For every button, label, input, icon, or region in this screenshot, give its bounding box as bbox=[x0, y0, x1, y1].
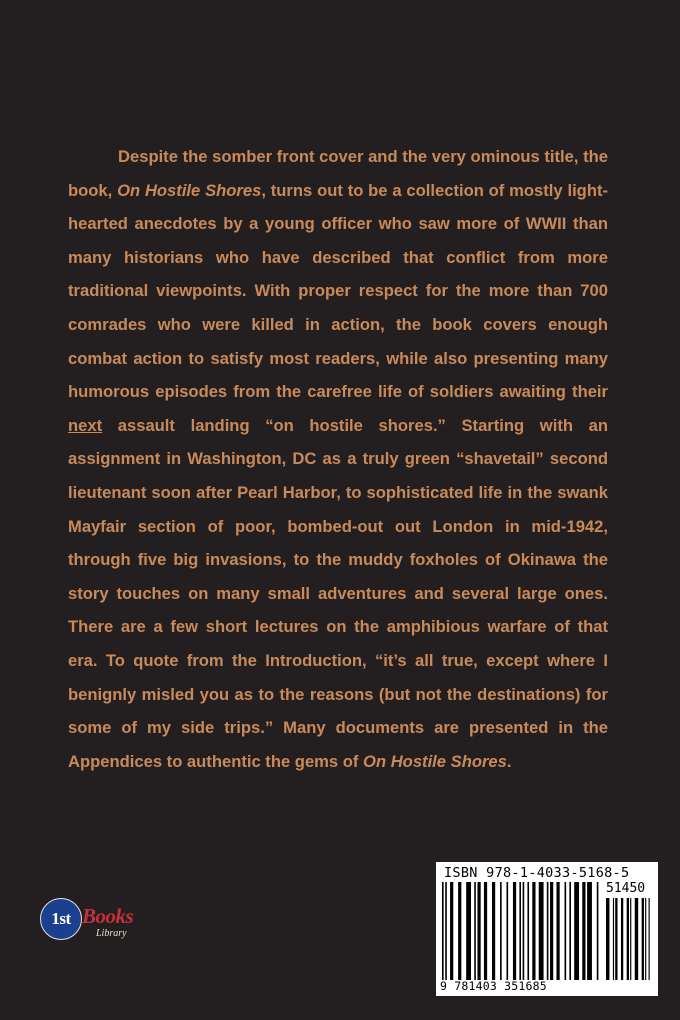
barcode-stripe bbox=[642, 898, 644, 980]
barcode-stripe bbox=[649, 898, 650, 980]
publisher-logo bbox=[38, 896, 148, 944]
barcode-stripe bbox=[523, 882, 525, 980]
barcode-stripe bbox=[613, 898, 614, 980]
barcode-stripe bbox=[597, 882, 599, 980]
barcode-stripe bbox=[621, 898, 623, 980]
logo-circle-badge: 1st bbox=[40, 898, 82, 940]
barcode-stripe bbox=[484, 882, 487, 980]
barcode-stripe bbox=[492, 882, 495, 980]
isbn-barcode-block bbox=[436, 862, 658, 996]
barcode-stripe bbox=[635, 898, 638, 980]
logo-subtitle: Library bbox=[96, 928, 127, 939]
barcode-stripe bbox=[587, 882, 592, 980]
barcode-stripe bbox=[627, 898, 629, 980]
barcode-stripe bbox=[445, 882, 447, 980]
barcode-stripe bbox=[556, 882, 559, 980]
ean-number: 9 781403 351685 bbox=[440, 979, 547, 993]
barcode-stripe bbox=[527, 882, 529, 980]
barcode-stripe bbox=[574, 882, 579, 980]
barcode-stripe bbox=[474, 882, 476, 980]
book-title-italic-end: On Hostile Shores bbox=[363, 751, 507, 771]
blurb-text-2: , turns out to be a collection of mostly light-hearted anecdotes by a young officer who saw more of WWII than many historians who have described that conflict from more traditional viewpoints. With proper respect for the more than 700 comrades who were killed in action, the book covers enough combat action to satisfy most readers, while also presenting many humorous episodes from the carefree life of soldiers awaiting their bbox=[68, 180, 609, 402]
blurb-text-1: Despite the somber front cover and the very ominous title, the book, bbox=[68, 147, 608, 200]
barcode-stripe bbox=[615, 898, 617, 980]
blurb-text-4: . bbox=[506, 751, 512, 771]
barcode-stripe bbox=[606, 898, 609, 980]
isbn-label: ISBN 978-1-4033-5168-5 bbox=[444, 865, 630, 881]
barcode-stripe bbox=[466, 882, 471, 980]
logo-wordmark: Books bbox=[82, 904, 134, 928]
barcode-stripe bbox=[550, 882, 553, 980]
barcode-stripe bbox=[630, 898, 631, 980]
barcode-stripe bbox=[539, 882, 544, 980]
barcode-stripe bbox=[506, 882, 508, 980]
back-cover-blurb bbox=[68, 140, 608, 778]
barcode-stripe bbox=[450, 882, 453, 980]
price-code: 51450 bbox=[606, 881, 646, 896]
barcode-stripe bbox=[569, 882, 571, 980]
barcode-stripe bbox=[565, 882, 567, 980]
underlined-next: next bbox=[68, 415, 103, 435]
price-barcode-bars bbox=[606, 898, 652, 980]
book-title-italic: On Hostile Shores bbox=[117, 180, 262, 200]
barcode-stripe bbox=[645, 898, 646, 980]
barcode-stripe bbox=[513, 882, 516, 980]
barcode-stripe bbox=[519, 882, 521, 980]
barcode-stripe bbox=[442, 882, 444, 980]
barcode-stripe bbox=[532, 882, 535, 980]
barcode-stripe bbox=[500, 882, 502, 980]
barcode-stripe bbox=[458, 882, 461, 980]
ean-barcode-bars bbox=[442, 882, 600, 980]
blurb-text-3: assault landing “on hostile shores.” Starting with an assignment in Washington, DC as a truly green “shavetail” second lieutenant soon after Pearl Harbor, to sophisticated life in the swank Mayfair section of poor, bombed-out out London in mid-1942, through five big invasions, to the muddy foxholes of Okinawa the story touches on many small adventures and several large ones. There are a few short lectures on the amphibious warfare of that era. To quote from the Introduction, “it’s all true, except where I benignly misled you as to the reasons (but not the destinations) for some of my side trips.” Many documents are presented in the Appendices to authentic the gems of bbox=[68, 415, 608, 771]
barcode-stripe bbox=[582, 882, 585, 980]
barcode-stripe bbox=[477, 882, 480, 980]
barcode-stripe bbox=[547, 882, 549, 980]
